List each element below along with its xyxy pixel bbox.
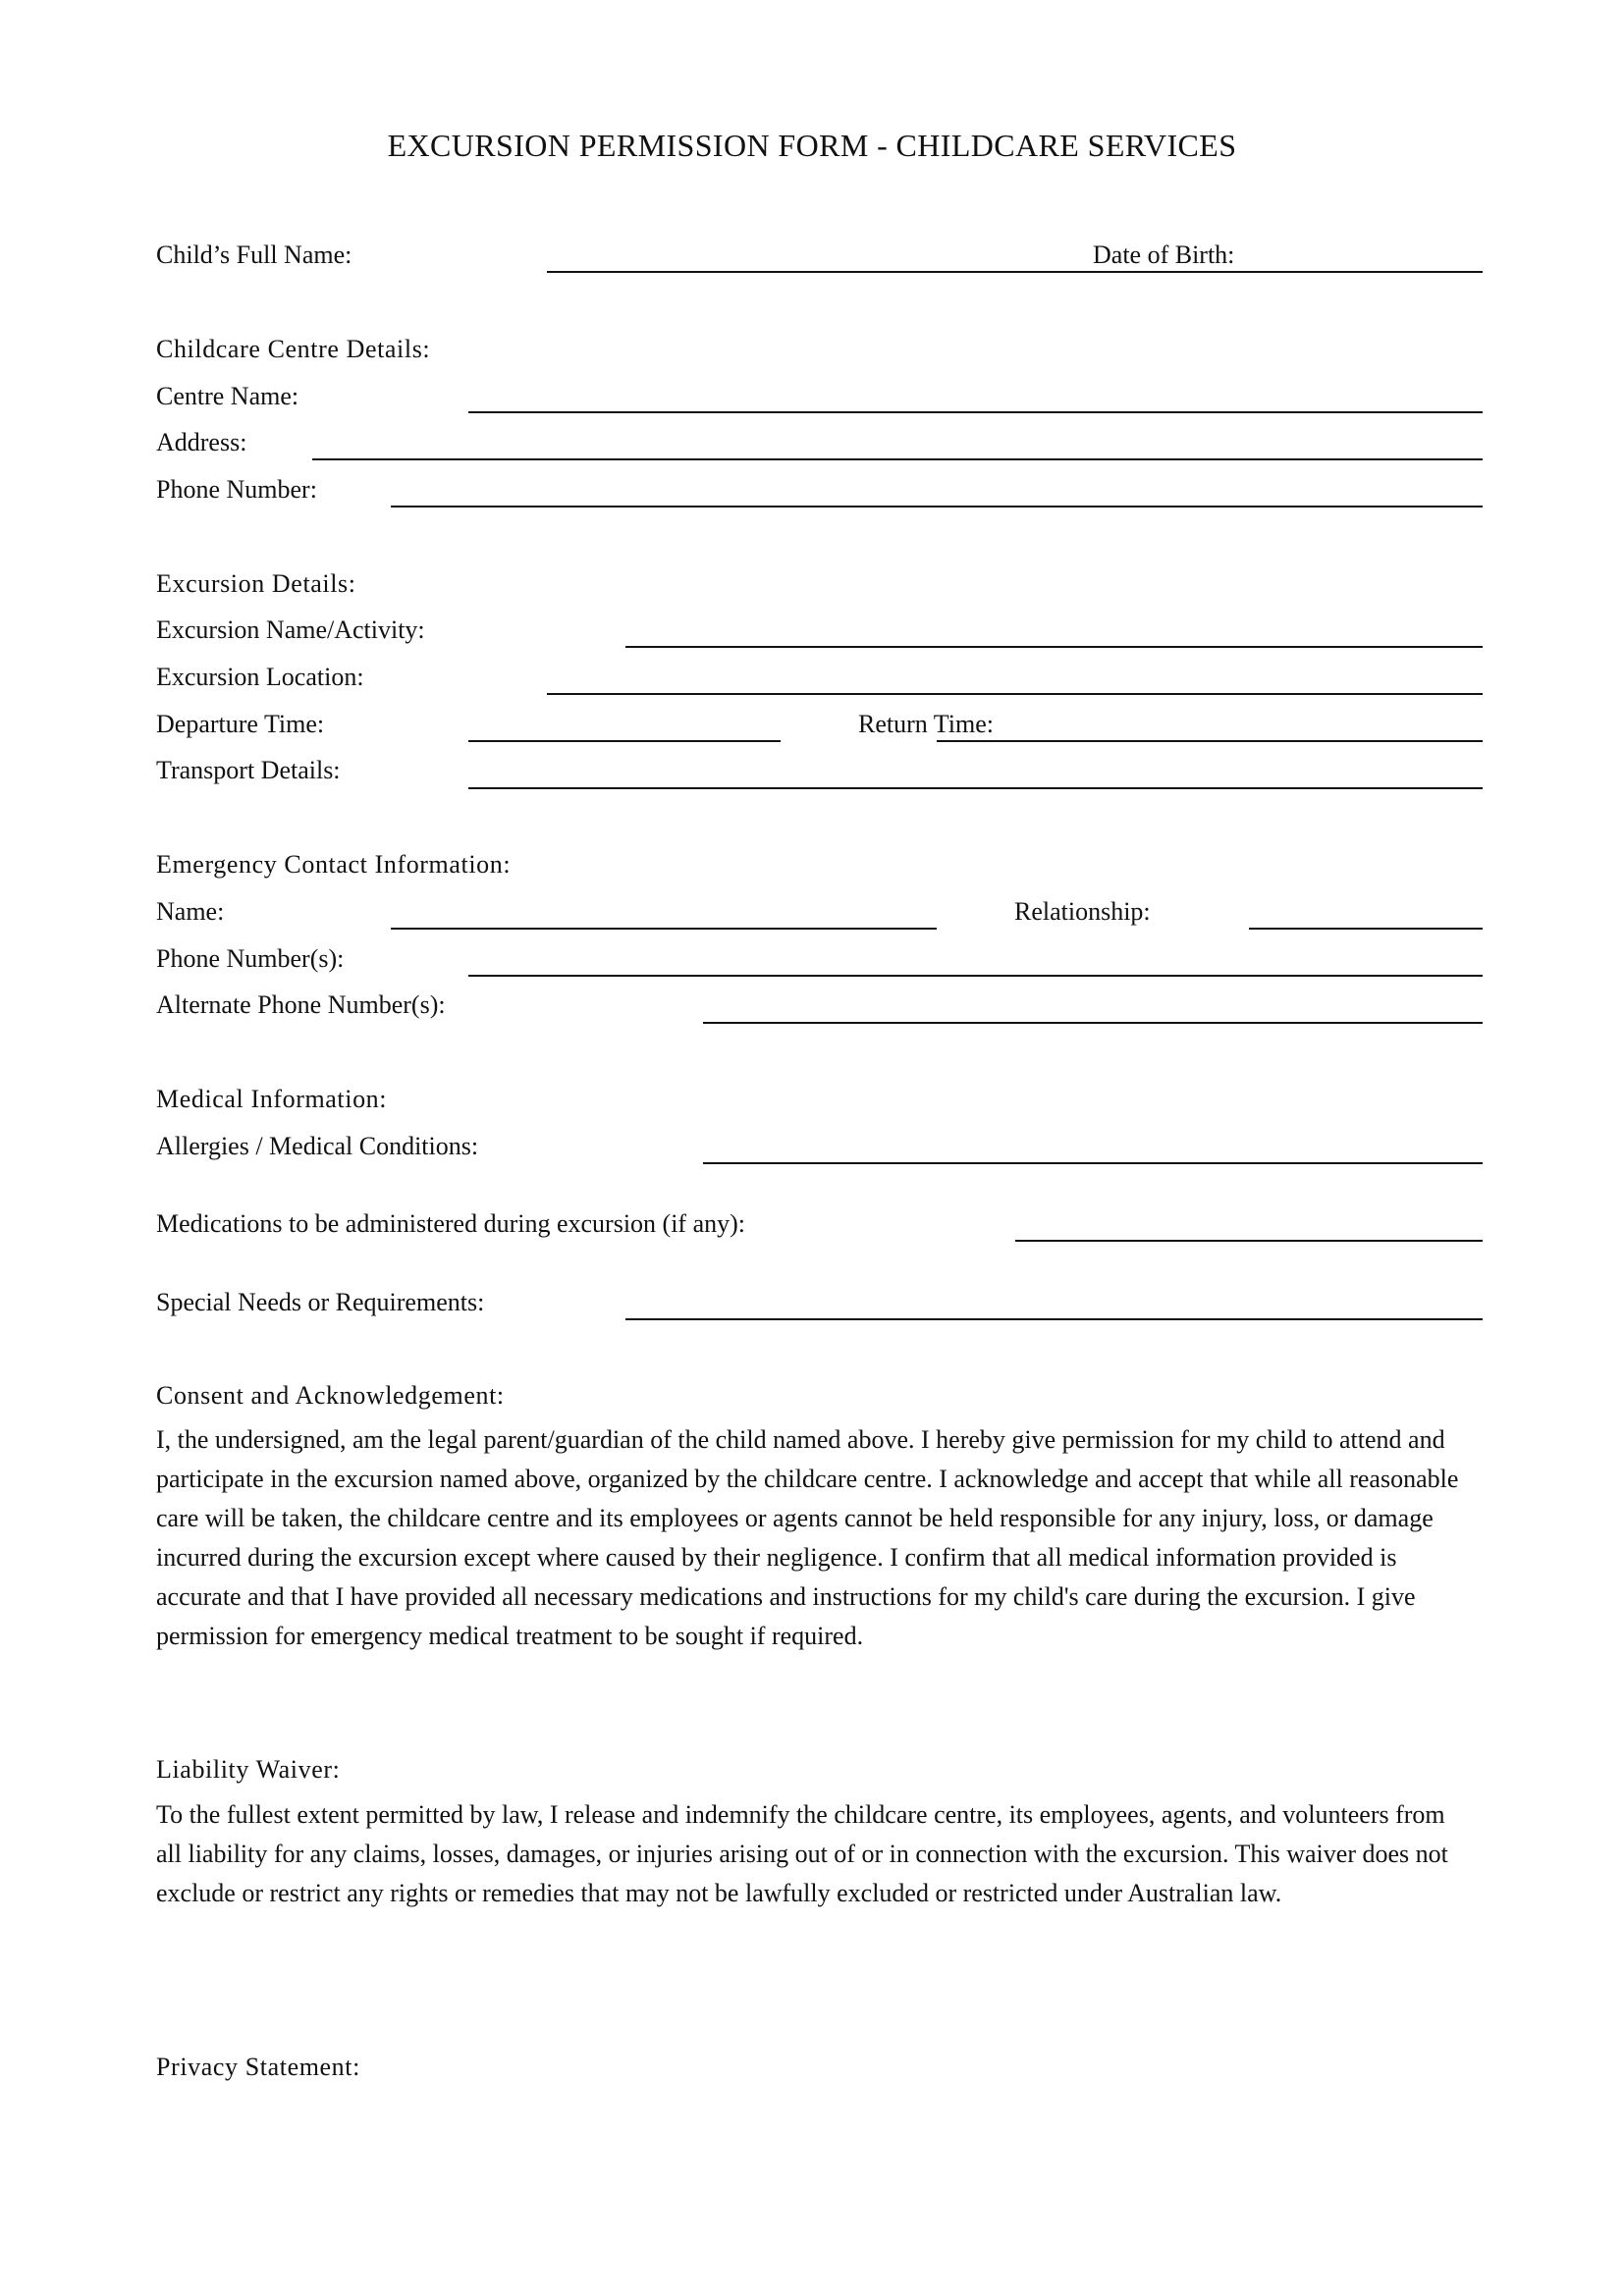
medications-field[interactable] xyxy=(1015,1240,1483,1242)
medical-info-heading: Medical Information: xyxy=(156,1085,388,1113)
relationship-field[interactable] xyxy=(1249,928,1483,930)
child-full-name-label: Child’s Full Name: xyxy=(156,240,352,269)
excursion-name-label: Excursion Name/Activity: xyxy=(156,615,425,644)
alternate-phone-label: Alternate Phone Number(s): xyxy=(156,990,446,1019)
emergency-phone-field[interactable] xyxy=(468,975,1483,977)
emergency-name-label: Name: xyxy=(156,897,225,926)
centre-name-label: Centre Name: xyxy=(156,382,299,410)
child-full-name-field[interactable] xyxy=(547,271,1483,273)
page-title: EXCURSION PERMISSION FORM - CHILDCARE SERVICES xyxy=(387,128,1237,163)
liability-waiver-heading: Liability Waiver: xyxy=(156,1755,341,1784)
liability-waiver-paragraph: To the fullest extent permitted by law, I release and indemnify the childcare centre, its employees, agents, and volunteers from all liability for any claims, losses, damages, or injuries arising out of or in connection with the excursion. This waiver does not exclude or restrict any rights or remedies that may not be lawfully excluded or restricted under Australian law. xyxy=(156,1800,1448,1907)
emergency-name-field[interactable] xyxy=(391,928,937,930)
excursion-location-field[interactable] xyxy=(547,693,1483,695)
centre-name-field[interactable] xyxy=(468,411,1483,413)
transport-details-field[interactable] xyxy=(468,787,1483,789)
consent-heading: Consent and Acknowledgement: xyxy=(156,1381,505,1410)
allergies-field[interactable] xyxy=(703,1162,1483,1164)
transport-details-label: Transport Details: xyxy=(156,756,341,784)
special-needs-field[interactable] xyxy=(625,1318,1483,1320)
centre-phone-label: Phone Number: xyxy=(156,475,317,504)
consent-paragraph: I, the undersigned, am the legal parent/guardian of the child named above. I hereby give permission for my child to attend and participate in the excursion named above, organized by the childcare centre. I acknowledge and accept that while all reasonable care will be taken, the childcare centre and its employees or agents cannot be held responsible for any injury, loss, or damage incurred during the excursion except where caused by their negligence. I confirm that all medical information provided is accurate and that I have provided all necessary medications and instructions for my child's care during the excursion. I give permission for emergency medical treatment to be sought if required. xyxy=(156,1425,1459,1650)
medications-label: Medications to be administered during excursion (if any): xyxy=(156,1209,746,1238)
special-needs-label: Special Needs or Requirements: xyxy=(156,1288,485,1316)
centre-details-heading: Childcare Centre Details: xyxy=(156,335,431,363)
emergency-phone-label: Phone Number(s): xyxy=(156,944,345,973)
privacy-statement-heading: Privacy Statement: xyxy=(156,2053,360,2081)
departure-time-label: Departure Time: xyxy=(156,710,325,738)
excursion-location-label: Excursion Location: xyxy=(156,663,364,691)
return-time-label: Return Time: xyxy=(858,710,994,738)
allergies-label: Allergies / Medical Conditions: xyxy=(156,1132,479,1160)
address-label: Address: xyxy=(156,428,247,456)
alternate-phone-field[interactable] xyxy=(703,1022,1483,1024)
excursion-details-heading: Excursion Details: xyxy=(156,569,356,598)
relationship-label: Relationship: xyxy=(1014,897,1151,926)
excursion-name-field[interactable] xyxy=(625,646,1483,648)
emergency-contact-heading: Emergency Contact Information: xyxy=(156,850,512,879)
address-field[interactable] xyxy=(312,458,1483,460)
departure-time-field[interactable] xyxy=(468,740,781,742)
date-of-birth-label: Date of Birth: xyxy=(1093,240,1235,269)
centre-phone-field[interactable] xyxy=(391,506,1483,507)
return-time-field[interactable] xyxy=(937,740,1483,742)
